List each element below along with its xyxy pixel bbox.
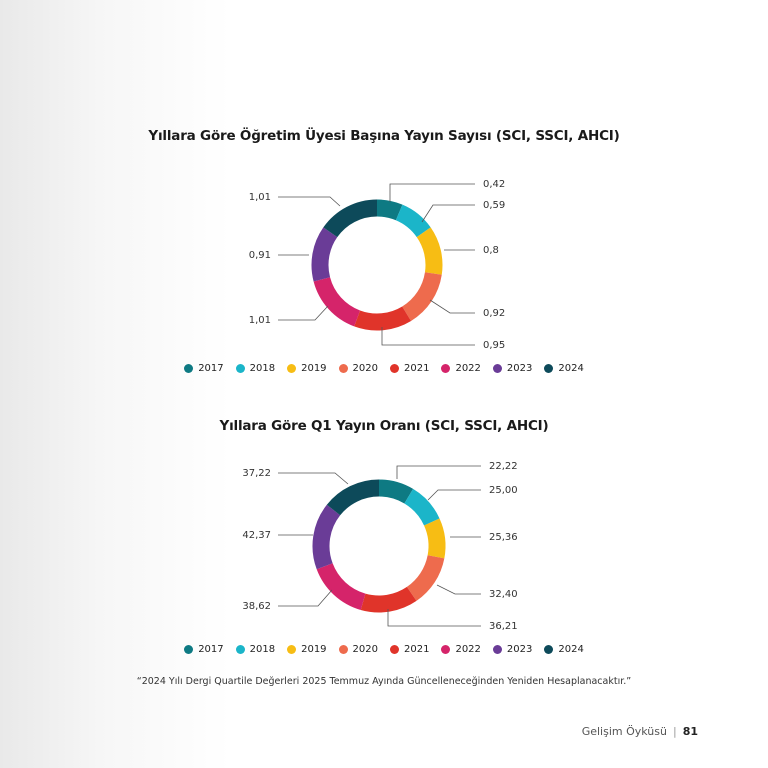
footer-separator: |	[672, 725, 677, 738]
chart-1-value-label-2023: 0,91	[248, 250, 271, 261]
legend-label: 2024	[558, 363, 584, 374]
chart-2-leader-2017	[397, 466, 481, 479]
chart-2-legend-item-2022	[441, 644, 480, 655]
legend-dot-icon	[441, 645, 450, 654]
legend-dot-icon	[493, 645, 502, 654]
chart-2-value-label-2018: 25,00	[489, 485, 518, 496]
legend-label: 2022	[455, 644, 481, 655]
chart-2-value-label-2017: 22,22	[489, 461, 518, 472]
footnote: “2024 Yılı Dergi Quartile Değerleri 2025 Temmuz Ayında Güncelleneceğinden Yeniden Hesaplanacaktır.”	[136, 676, 632, 687]
legend-dot-icon	[236, 645, 245, 654]
chart-2-legend-item-2017	[184, 644, 223, 655]
legend-label: 2019	[301, 644, 327, 655]
chart-1-value-label-2018: 0,59	[483, 200, 506, 211]
chart-2-legend-item-2023	[493, 644, 532, 655]
chart-1-value-label-2017: 0,42	[483, 179, 506, 190]
legend-label: 2017	[198, 363, 224, 374]
chart-2-leader-2020	[437, 585, 481, 594]
chart-2-value-label-2019: 25,36	[489, 532, 518, 543]
legend-label: 2021	[404, 363, 430, 374]
chart-2-slice-2017	[379, 488, 409, 496]
legend-label: 2023	[506, 363, 533, 374]
legend-label: 2023	[506, 644, 533, 655]
chart-2-legend-item-2021	[390, 644, 429, 655]
chart-2-value-label-2023: 42,37	[242, 530, 271, 541]
chart-2-slice-2024	[334, 488, 379, 510]
chart-2-leader-2021	[388, 609, 481, 626]
chart-2-legend-item-2024	[544, 644, 583, 655]
chart-2-leader-2018	[428, 490, 481, 500]
chart-1-title: Yıllara Göre Öğretim Üyesi Başına Yayın Sayısı (SCI, SSCI, AHCI)	[148, 128, 620, 144]
chart-1-value-label-2022: 1,01	[248, 315, 271, 326]
chart-2-value-label-2021: 36,21	[489, 621, 518, 632]
legend-label: 2017	[198, 644, 224, 655]
legend-label: 2018	[249, 644, 276, 655]
chart-2-slice-2021	[363, 594, 412, 604]
chart-2-leader-2022	[278, 590, 332, 606]
chart-1-value-label-2019: 0,8	[483, 245, 499, 256]
chart-1-value-label-2021: 0,95	[483, 340, 506, 351]
chart-2-legend-item-2020	[339, 644, 378, 655]
legend-dot-icon	[339, 645, 348, 654]
legend-label: 2020	[352, 363, 378, 374]
legend-label: 2019	[301, 363, 327, 374]
chart-2-value-label-2020: 32,40	[489, 589, 518, 600]
chart-2-value-label-2022: 38,62	[242, 601, 271, 612]
chart-2-value-label-2024: 37,22	[242, 468, 271, 479]
chart-2-legend	[0, 644, 768, 655]
chart-2-slice-2020	[412, 557, 436, 594]
legend-dot-icon	[544, 645, 553, 654]
chart-2-slice-2019	[432, 522, 437, 557]
legend-dot-icon	[390, 645, 399, 654]
legend-label: 2022	[455, 363, 481, 374]
chart-2-leader-2024	[278, 473, 348, 484]
legend-label: 2020	[352, 644, 378, 655]
chart-2-title: Yıllara Göre Q1 Yayın Oranı (SCI, SSCI, AHCI)	[219, 418, 549, 434]
legend-dot-icon	[184, 645, 193, 654]
chart-2-slice-2023	[321, 510, 334, 566]
page-footer	[582, 725, 698, 738]
legend-label: 2024	[558, 644, 584, 655]
chart-1-value-label-2020: 0,92	[483, 308, 506, 319]
chart-2-legend-item-2018	[236, 644, 275, 655]
footer-section-title: Gelişim Öyküsü	[581, 725, 667, 738]
legend-dot-icon	[287, 645, 296, 654]
chart-1-value-label-2024: 1,01	[248, 192, 271, 203]
chart-2-legend-item-2019	[287, 644, 326, 655]
legend-label: 2018	[249, 363, 276, 374]
legend-label: 2021	[404, 644, 430, 655]
page-number: 81	[682, 725, 698, 738]
chart-2-slice-2022	[325, 566, 363, 602]
